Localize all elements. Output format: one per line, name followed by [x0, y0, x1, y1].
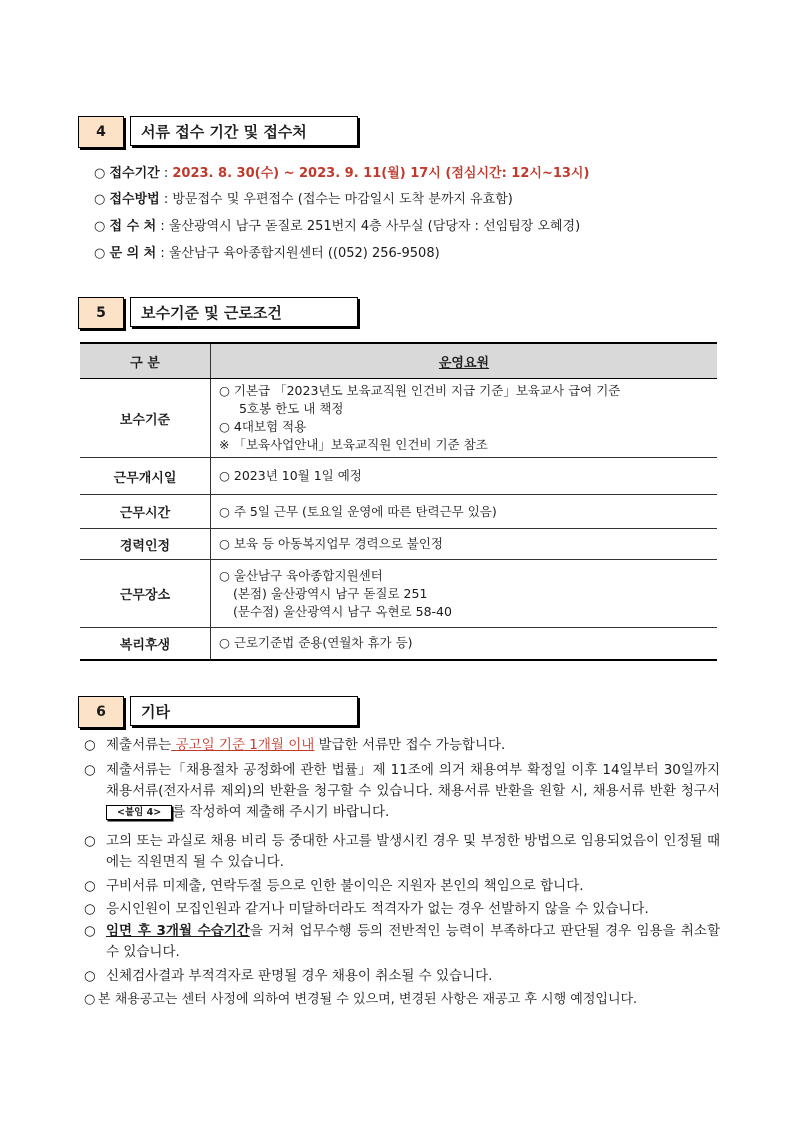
bullet: ○: [84, 878, 96, 894]
bullet: ○: [84, 968, 96, 984]
row-key: 경력인정: [80, 529, 211, 560]
row-value: ○ 2023년 10월 1일 예정: [211, 458, 718, 495]
notice-item: ○ 신체검사결과 부적격자로 판명될 경우 채용이 취소될 수 있습니다.: [84, 966, 720, 987]
column-header-staff: 운영요원: [211, 343, 718, 379]
row-key: 근무장소: [80, 560, 211, 628]
bullet: ○: [84, 762, 96, 778]
row-key: 근무개시일: [80, 458, 211, 495]
section-title: 기타: [130, 696, 358, 726]
section-number: 5: [78, 297, 124, 329]
section-title: 보수기준 및 근로조건: [130, 297, 358, 327]
table-row: [80, 458, 717, 495]
notice-item: ○ 제출서류는 공고일 기준 1개월 이내 발급한 서류만 접수 가능합니다.: [84, 735, 720, 756]
section-number: 6: [78, 696, 124, 728]
bullet: ○: [84, 992, 96, 1007]
table-row: [80, 379, 717, 458]
notice-item: ○ 고의 또는 과실로 채용 비리 등 중대한 사고를 발생시킨 경우 및 부정한 방법으로 임용되었음이 인정될 때에는 직원면직 될 수 있습니다.: [84, 833, 720, 870]
row-key: 근무시간: [80, 495, 211, 529]
bullet: ○: [94, 192, 110, 207]
info-line-contact: ○ 문 의 처 : 울산남구 육아종합지원센터 ((052) 256-9508): [94, 246, 440, 261]
bullet: ○: [94, 246, 110, 261]
info-line-method: ○ 접수방법 : 방문접수 및 우편접수 (접수는 마감일시 도착 분까지 유효함): [94, 192, 513, 207]
working-conditions-table: [80, 342, 717, 661]
bullet: ○: [94, 166, 110, 181]
notice-item: ○ 응시인원이 모집인원과 같거나 미달하더라도 적격자가 없는 경우 선발하지 않을 수 있습니다.: [84, 899, 720, 920]
bullet: ○: [84, 901, 96, 917]
row-value: ○ 기본급 「2023년도 보육교직원 인건비 지급 기준」보육교사 급여 기준 5호봉 한도 내 책정 ○ 4대보험 적용 ※ 「보육사업안내」보육교직원 인건비 기준 참조: [211, 379, 718, 458]
bullet: ○: [84, 923, 96, 939]
row-value: ○ 주 5일 근무 (토요일 운영에 따른 탄력근무 있음): [211, 495, 718, 529]
table-header-row: [80, 343, 717, 379]
notice-item: ○ 구비서류 미제출, 연락두절 등으로 인한 불이익은 지원자 본인의 책임으로 합니다.: [84, 876, 720, 897]
highlight-text: 임면 후 3개월 수습기간: [106, 923, 250, 939]
bullet: ○: [84, 737, 96, 753]
table-row: [80, 529, 717, 560]
info-line-place: ○ 접 수 처 : 울산광역시 남구 돋질로 251번지 4층 사무실 (담당자 : 선임팀장 오혜경): [94, 219, 581, 234]
column-header-category: 구 분: [80, 343, 211, 379]
period-value: 2023. 8. 30(수) ~ 2023. 9. 11(월) 17시 (점심시간: 12시~13시): [172, 166, 590, 181]
attachment-4-tag: <붙임 4>: [106, 805, 172, 820]
row-value: ○ 울산남구 육아종합지원센터 (본점) 울산광역시 남구 돋질로 251 (문수점) 울산광역시 남구 옥현로 58-40: [211, 560, 718, 628]
row-key: 복리후생: [80, 628, 211, 660]
notice-item: ○ 본 채용공고는 센터 사정에 의하여 변경될 수 있으며, 변경된 사항은 재공고 후 시행 예정입니다.: [84, 989, 720, 1010]
table-row: [80, 495, 717, 529]
row-key: 보수기준: [80, 379, 211, 458]
section-number: 4: [78, 116, 124, 148]
row-value: ○ 보육 등 아동복지업무 경력으로 불인정: [211, 529, 718, 560]
bullet: ○: [84, 833, 96, 849]
notice-item: ○ 제출서류는「채용절차 공정화에 관한 법률」제 11조에 의거 채용여부 확정일 이후 14일부터 30일까지 채용서류(전자서류 제외)의 반환을 청구할 수 있습니다. 채용서류 반환을 원할 시, 채용서류 반환 청구서 <붙임 4> 를 작성하여 제출해 주시기 바랍니다.: [84, 762, 720, 820]
highlight-text: 공고일 기준 1개월 이내: [171, 737, 315, 753]
info-line-period: ○ 접수기간 : 2023. 8. 30(수) ~ 2023. 9. 11(월) 17시 (점심시간: 12시~13시): [94, 166, 590, 181]
bullet: ○: [94, 219, 110, 234]
table-row: [80, 628, 717, 660]
table-row: [80, 560, 717, 628]
row-value: ○ 근로기준법 준용(연월차 휴가 등): [211, 628, 718, 660]
notice-item: ○ 임면 후 3개월 수습기간을 거쳐 업무수행 등의 전반적인 능력이 부족하다고 판단될 경우 임용을 취소할 수 있습니다.: [84, 923, 720, 960]
section-title: 서류 접수 기간 및 접수처: [130, 116, 358, 146]
